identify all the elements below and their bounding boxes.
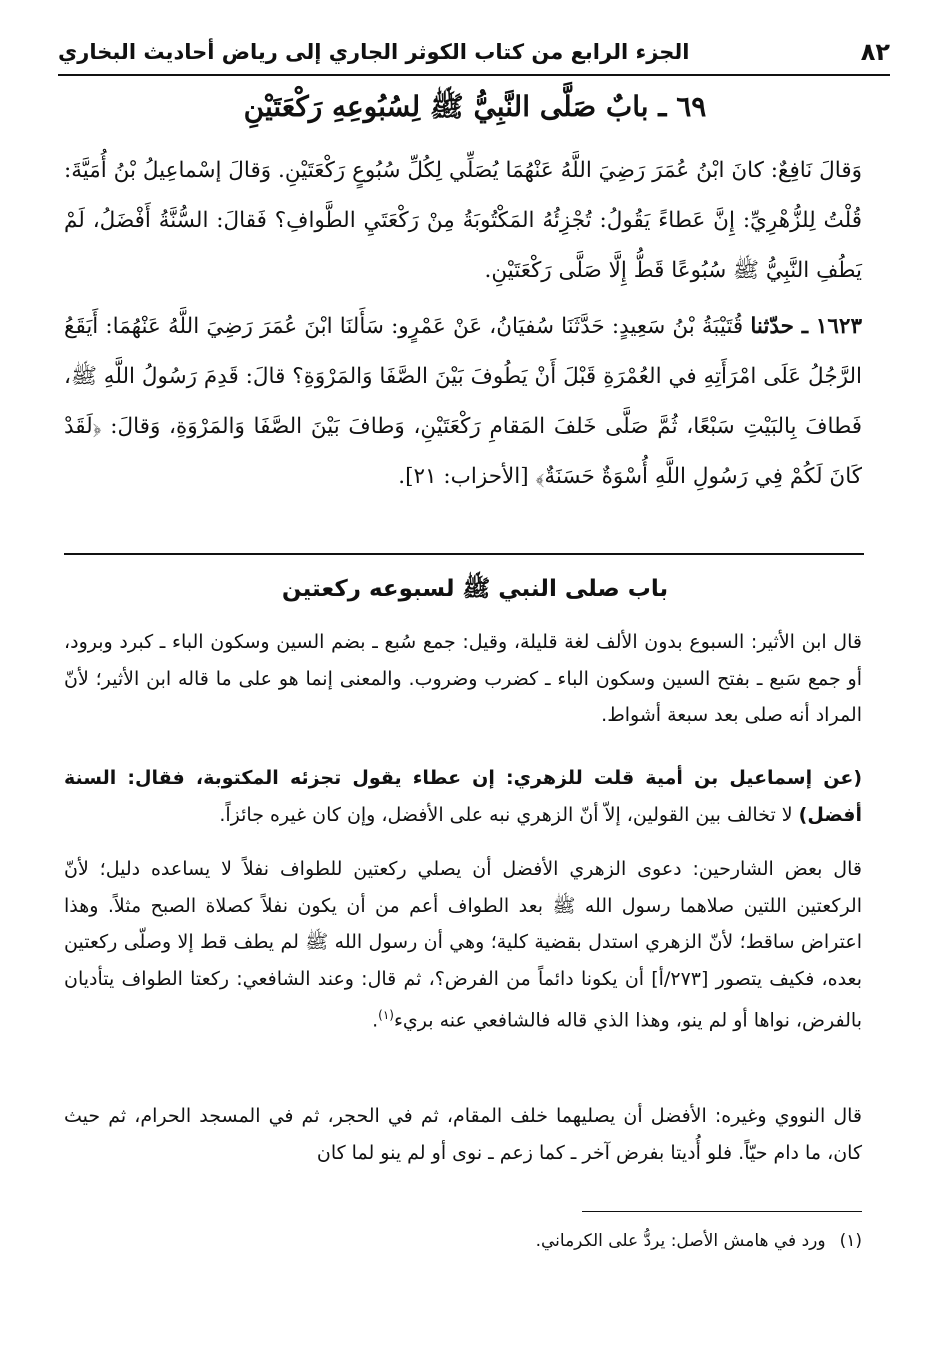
footnote-reference[interactable]: (١)	[378, 1008, 394, 1022]
quoted-text: (عن إسماعيل بن أمية قلت للزهري: إن عطاء يقول تجزئه المكتوبة، فقال: السنة أفضل)	[64, 767, 862, 826]
page-number: ٨٢	[860, 38, 890, 66]
commentary-paragraph-3	[64, 851, 862, 1039]
footnote-rule	[582, 1211, 862, 1212]
commentary-paragraph-1: قال ابن الأثير: السبوع بدون الألف لغة قليلة، وقيل: جمع سُبع ـ بضم السين وسكون الباء ـ كبرد وبرود، أو جمع سَبع ـ بفتح السين وسكون الباء ـ كضرب وضروب. والمعنى إنما هو على ما قاله ابن الأثير؛ لأنّ المراد أنه صلى بعد سبعة أشواط.	[64, 631, 862, 726]
running-title: الجزء الرابع من كتاب الكوثر الجاري إلى رياض أحاديث البخاري	[58, 40, 690, 64]
page-header	[58, 34, 890, 74]
header-rule	[58, 74, 890, 76]
commentary-paragraph-2	[64, 760, 862, 833]
footnote-text: ورد في هامش الأصل: يردُّ على الكرماني.	[535, 1231, 826, 1251]
hadith-paragraph	[64, 302, 862, 502]
chapter-heading: ٦٩ ـ بابٌ صَلَّى النَّبِيُّ ﷺ لِسُبُوعِهِ رَكْعَتَيْنِ	[243, 90, 707, 123]
commentary-text-end: .	[372, 1009, 379, 1032]
commentary-text: قال بعض الشارحين: دعوى الزهري الأفضل أن يصلي ركعتين للطواف نفلاً لا يساعده دليل؛ لأنّ الركعتين اللتين صلاهما رسول الله ﷺ بعد الطواف أعم من أن يكون نفلاً كصلاة الصبح مثلاً. وهذا اعتراض ساقط؛ لأنّ الزهري استدل بقضية كلية؛ وهي أن رسول الله ﷺ لم يطف قط إلا وصلّى ركعتين بعده، فكيف يتصور [٢٧٣/أ] أن يكونا دائماً من الفرض؟، ثم قال: وعند الشافعي: ركعتا الطواف يتأديان بالفرض، نواها أو لم ينو، وهذا الذي قاله فالشافعي عنه بريء	[64, 858, 862, 1032]
section-divider	[64, 553, 864, 555]
commentary-text: لا تخالف بين القولين، إلاّ أنّ الزهري نبه على الأفضل، وإن كان غيره جائزاً.	[219, 803, 799, 826]
hadith-number: ١٦٢٣ ـ حدّثنا	[750, 314, 863, 339]
hadith-text: قُتَيْبَةُ بْنُ سَعِيدٍ: حَدَّثَنَا سُفيَانُ، عَنْ عَمْرٍو: سَأَلنَا ابْنَ عُمَرَ رَضِيَ اللَّهُ عَنْهُمَا: أَيَقَعُ الرَّجُلُ عَلَى امْرَأَتِهِ في العُمْرَةِ قَبْلَ أَنْ يَطُوفَ بَيْنَ الصَّفَا وَالمَرْوَةِ؟ قالَ: قَدِمَ رَسُولُ اللَّهِ ﷺ، فَطافَ بِالبَيْتِ سَبْعًا، ثُمَّ صَلَّى خَلفَ المَقامِ رَكْعَتَيْنِ، وَطافَ بَيْنَ الصَّفَا وَالمَرْوَةِ، وَقالَ: ﴿لَقَدْ كَانَ لَكُمْ فِي رَسُولِ اللَّهِ أُسْوَةٌ حَسَنَةٌ﴾ [الأحزاب: ٢١].	[64, 314, 862, 489]
commentary-heading: باب صلى النبي ﷺ لسبوعه ركعتين	[281, 576, 669, 602]
footnote	[64, 1227, 862, 1255]
chapter-intro: وَقالَ نَافِعٌ: كانَ ابْنُ عُمَرَ رَضِيَ اللَّهُ عَنْهُمَا يُصَلِّي لِكُلِّ سُبُوعٍ رَكْعَتَيْنِ. وَقالَ إسْماعِيلُ بْنُ أُمَيَّةَ: قُلْتُ لِلزُّهْرِيِّ: إِنَّ عَطاءً يَقُولُ: تُجْزِئُهُ المَكْتُوبَةُ مِنْ رَكْعَتَيِ الطَّوافِ؟ فَقالَ: السُّنَّةُ أَفْضَلُ، لَمْ يَطُفِ النَّبِيُّ ﷺ سُبُوعًا قَطُّ إِلَّا صَلَّى رَكْعَتَيْنِ.	[64, 158, 862, 283]
commentary-paragraph-4: قال النووي وغيره: الأفضل أن يصليهما خلف المقام، ثم في الحجر، ثم في المسجد الحرام، ثم حيث كان، ما دام حيّاً. فلو أُديتا بفرض آخر ـ كما زعم ـ نوى أو لم ينو لما كان	[64, 1105, 862, 1164]
footnote-marker: (١)	[839, 1231, 862, 1251]
